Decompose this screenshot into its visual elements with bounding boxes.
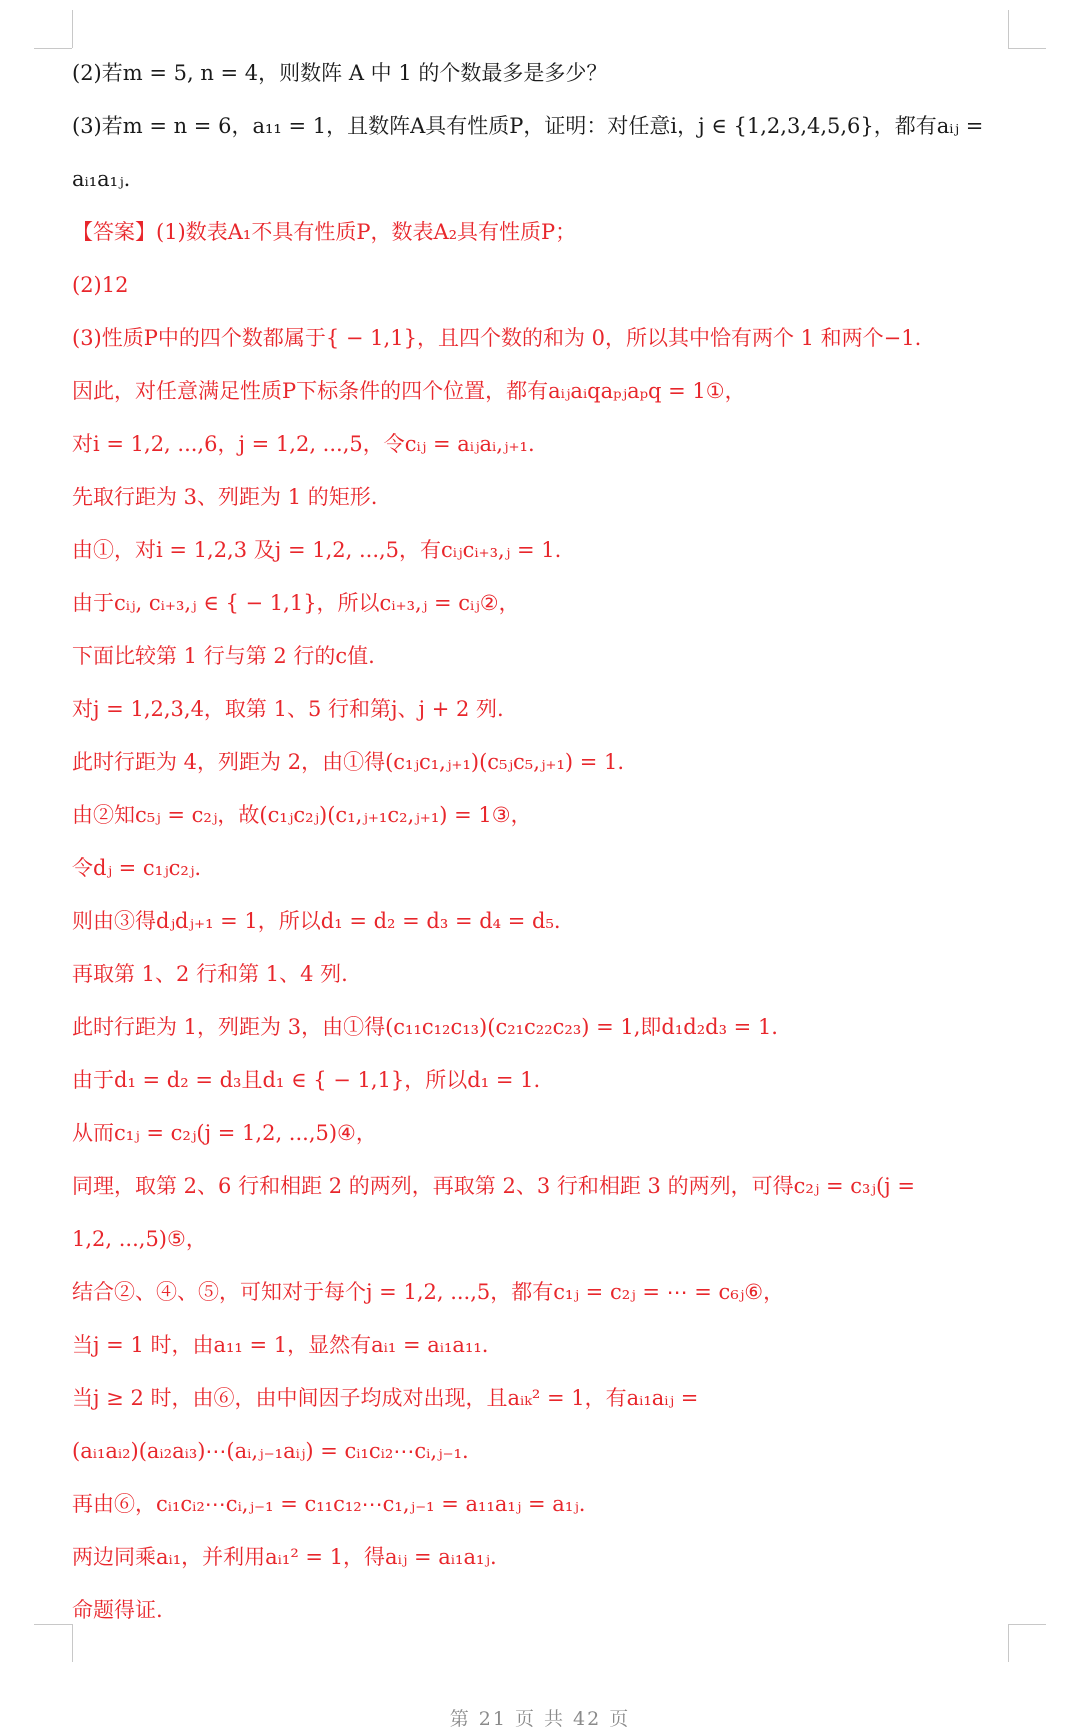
proof-line: 由于d₁ = d₂ = d₃且d₁ ∈ { − 1,1}，所以d₁ = 1. [72,1068,541,1092]
proof-line: 令dⱼ = c₁ⱼc₂ⱼ. [72,856,202,880]
crop-mark-bottom-left-h [34,1624,72,1625]
crop-mark-top-left-v [72,10,73,48]
proof-line: 结合②、④、⑤，可知对于每个j = 1,2, ...,5，都有c₁ⱼ = c₂ⱼ = ⋯ = c₆ⱼ⑥， [72,1280,785,1304]
crop-mark-bottom-left-v [72,1624,73,1662]
proof-line: 由①，对i = 1,2,3 及j = 1,2, ...,5，有cᵢⱼcᵢ₊₃,ⱼ = 1. [72,538,562,562]
proof-line: 命题得证. [72,1598,163,1622]
answer-line-1 [72,217,576,247]
answer-part-1: (1)数表A₁不具有性质P，数表A₂具有性质P； [156,220,577,244]
proof-line: 再取第 1、2 行和第 1、4 列. [72,962,348,986]
proof-line: 对i = 1,2, ...,6，j = 1,2, ...,5，令cᵢⱼ = aᵢⱼaᵢ,ⱼ₊₁. [72,432,535,456]
crop-mark-bottom-right-h [1008,1624,1046,1625]
proof-line: (3)性质P中的四个数都属于{ − 1,1}，且四个数的和为 0，所以其中恰有两个 1 和两个−1. [72,326,922,350]
crop-mark-top-right-h [1008,48,1046,49]
question-3-line-2: aᵢ₁a₁ⱼ. [72,167,131,191]
page-footer: 第 21 页 共 42 页 [449,1708,631,1730]
proof-line: 由②知c₅ⱼ = c₂ⱼ，故(c₁ⱼc₂ⱼ)(c₁,ⱼ₊₁c₂,ⱼ₊₁) = 1③， [72,803,532,827]
proof-line: 从而c₁ⱼ = c₂ⱼ(j = 1,2, ...,5)④， [72,1121,377,1145]
proof-line: 先取行距为 3、列距为 1 的矩形. [72,485,378,509]
proof-line: 当j ≥ 2 时，由⑥，由中间因子均成对出现，且aᵢₖ² = 1，有aᵢ₁aᵢⱼ = [72,1386,699,1410]
crop-mark-top-right-v [1008,10,1009,48]
question-2: (2)若m = 5, n = 4，则数阵 A 中 1 的个数最多是多少？ [72,61,608,85]
proof-line: 1,2, ...,5)⑤， [72,1227,207,1251]
proof-line: 当j = 1 时，由a₁₁ = 1，显然有aᵢ₁ = aᵢ₁a₁₁. [72,1333,489,1357]
proof-line: 同理，取第 2、6 行和相距 2 的两列，再取第 2、3 行和相距 3 的两列，可得c₂ⱼ = c₃ⱼ(j = [72,1174,915,1198]
proof-line: 此时行距为 4，列距为 2，由①得(c₁ⱼc₁,ⱼ₊₁)(c₅ⱼc₅,ⱼ₊₁) = 1. [72,750,625,774]
proof-line: (aᵢ₁aᵢ₂)(aᵢ₂aᵢ₃)⋯(aᵢ,ⱼ₋₁aᵢⱼ) = cᵢ₁cᵢ₂⋯cᵢ,ⱼ₋₁. [72,1439,469,1463]
answer-part-2: (2)12 [72,273,129,297]
crop-mark-top-left-h [34,48,72,49]
proof-line: 两边同乘aᵢ₁，并利用aᵢ₁² = 1，得aᵢⱼ = aᵢ₁a₁ⱼ. [72,1545,497,1569]
proof-line: 下面比较第 1 行与第 2 行的c值. [72,644,375,668]
answer-tag: 【答案】 [72,220,156,244]
crop-mark-bottom-right-v [1008,1624,1009,1662]
proof-line: 此时行距为 1，列距为 3，由①得(c₁₁c₁₂c₁₃)(c₂₁c₂₂c₂₃) = 1,即d₁d₂d₃ = 1. [72,1015,778,1039]
question-3-line-1: (3)若m = n = 6，a₁₁ = 1，且数阵A具有性质P，证明：对任意i，j ∈ {1,2,3,4,5,6}，都有aᵢⱼ = [72,114,984,138]
proof-line: 再由⑥，cᵢ₁cᵢ₂⋯cᵢ,ⱼ₋₁ = c₁₁c₁₂⋯c₁,ⱼ₋₁ = a₁₁a₁ⱼ = a₁ⱼ. [72,1492,586,1516]
proof-line: 对j = 1,2,3,4，取第 1、5 行和第j、j + 2 列. [72,697,504,721]
proof-line: 则由③得dⱼdⱼ₊₁ = 1，所以d₁ = d₂ = d₃ = d₄ = d₅. [72,909,561,933]
proof-line: 由于cᵢⱼ, cᵢ₊₃,ⱼ ∈ { − 1,1}，所以cᵢ₊₃,ⱼ = cᵢⱼ②， [72,591,520,615]
proof-line: 因此，对任意满足性质P下标条件的四个位置，都有aᵢⱼaᵢqaₚⱼaₚq = 1①， [72,379,746,403]
